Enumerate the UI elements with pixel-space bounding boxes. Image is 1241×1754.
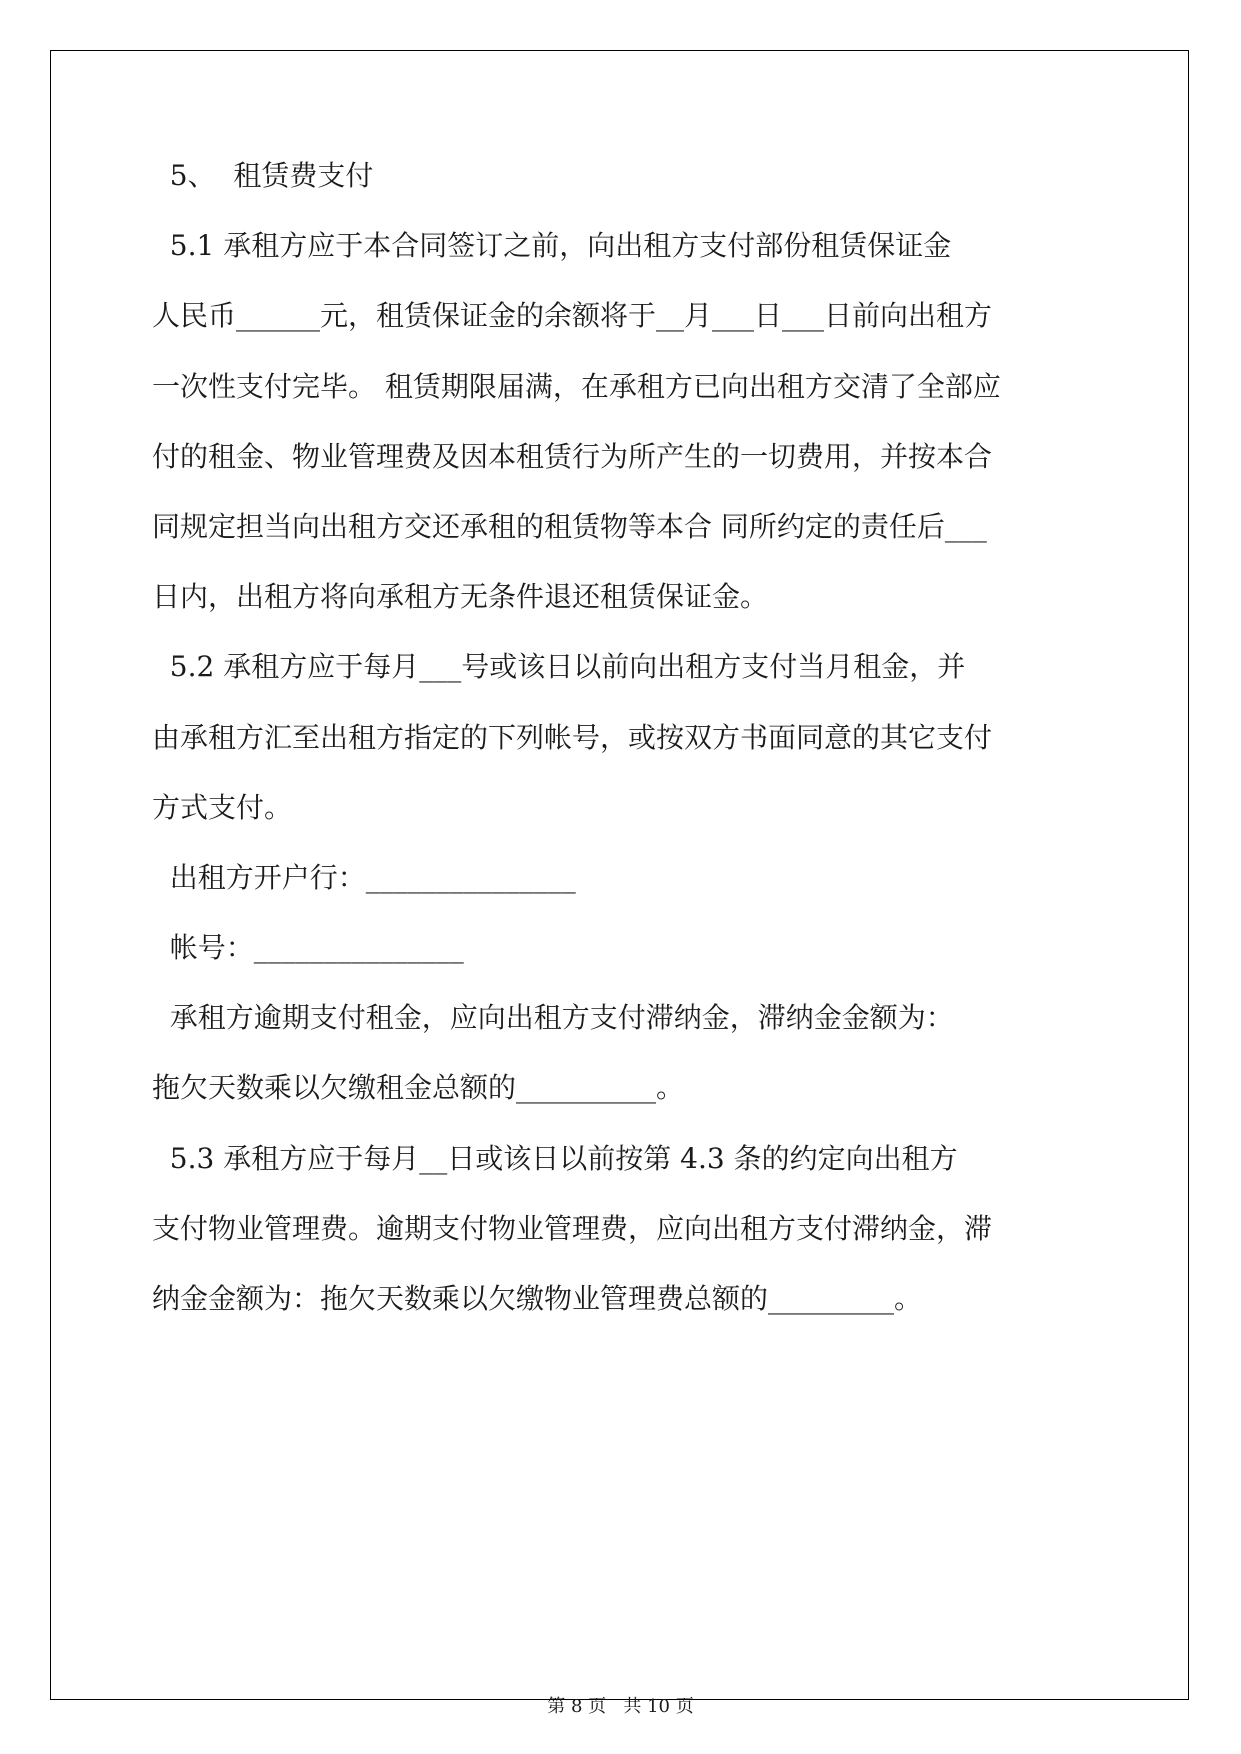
- paragraph-line: 日内，出租方将向承租方无条件退还租赁保证金。: [152, 580, 769, 613]
- paragraph-line: 方式支付。: [152, 791, 293, 824]
- paragraph-line: 拖欠天数乘以欠缴租金总额的__________。: [152, 1071, 685, 1104]
- bank-line: 出租方开户行：_______________: [152, 861, 576, 894]
- paragraph-line: 承租方逾期支付租金，应向出租方支付滞纳金，滞纳金金额为：: [152, 1001, 954, 1034]
- paragraph-line: 5.1 承租方应于本合同签订之前，向出租方支付部份租赁保证金: [152, 229, 952, 262]
- section-heading: 5、 租赁费支付: [152, 159, 374, 192]
- paragraph-line: 付的租金、物业管理费及因本租赁行为所产生的一切费用，并按本合: [152, 440, 993, 473]
- paragraph-line: 人民币______元，租赁保证金的余额将于__月___日___日前向出租方: [152, 299, 993, 332]
- paragraph-line: 由承租方汇至出租方指定的下列帐号，或按双方书面同意的其它支付: [152, 721, 993, 754]
- paragraph-line: 5.2 承租方应于每月___号或该日以前向出租方支付当月租金，并: [152, 650, 966, 683]
- account-line: 帐号：_______________: [152, 931, 464, 964]
- paragraph-line: 同规定担当向出租方交还承租的租赁物等本合 同所约定的责任后___: [152, 510, 987, 543]
- paragraph-line: 5.3 承租方应于每月__日或该日以前按第 4.3 条的约定向出租方: [152, 1142, 958, 1175]
- paragraph-line: 一次性支付完毕。 租赁期限届满，在承租方已向出租方交清了全部应: [152, 370, 1001, 403]
- paragraph-line: 纳金金额为：拖欠天数乘以欠缴物业管理费总额的_________。: [152, 1282, 923, 1315]
- paragraph-line: 支付物业管理费。逾期支付物业管理费，应向出租方支付滞纳金，滞: [152, 1212, 993, 1245]
- page-number-footer: 第 8 页 共 10 页: [547, 1696, 694, 1717]
